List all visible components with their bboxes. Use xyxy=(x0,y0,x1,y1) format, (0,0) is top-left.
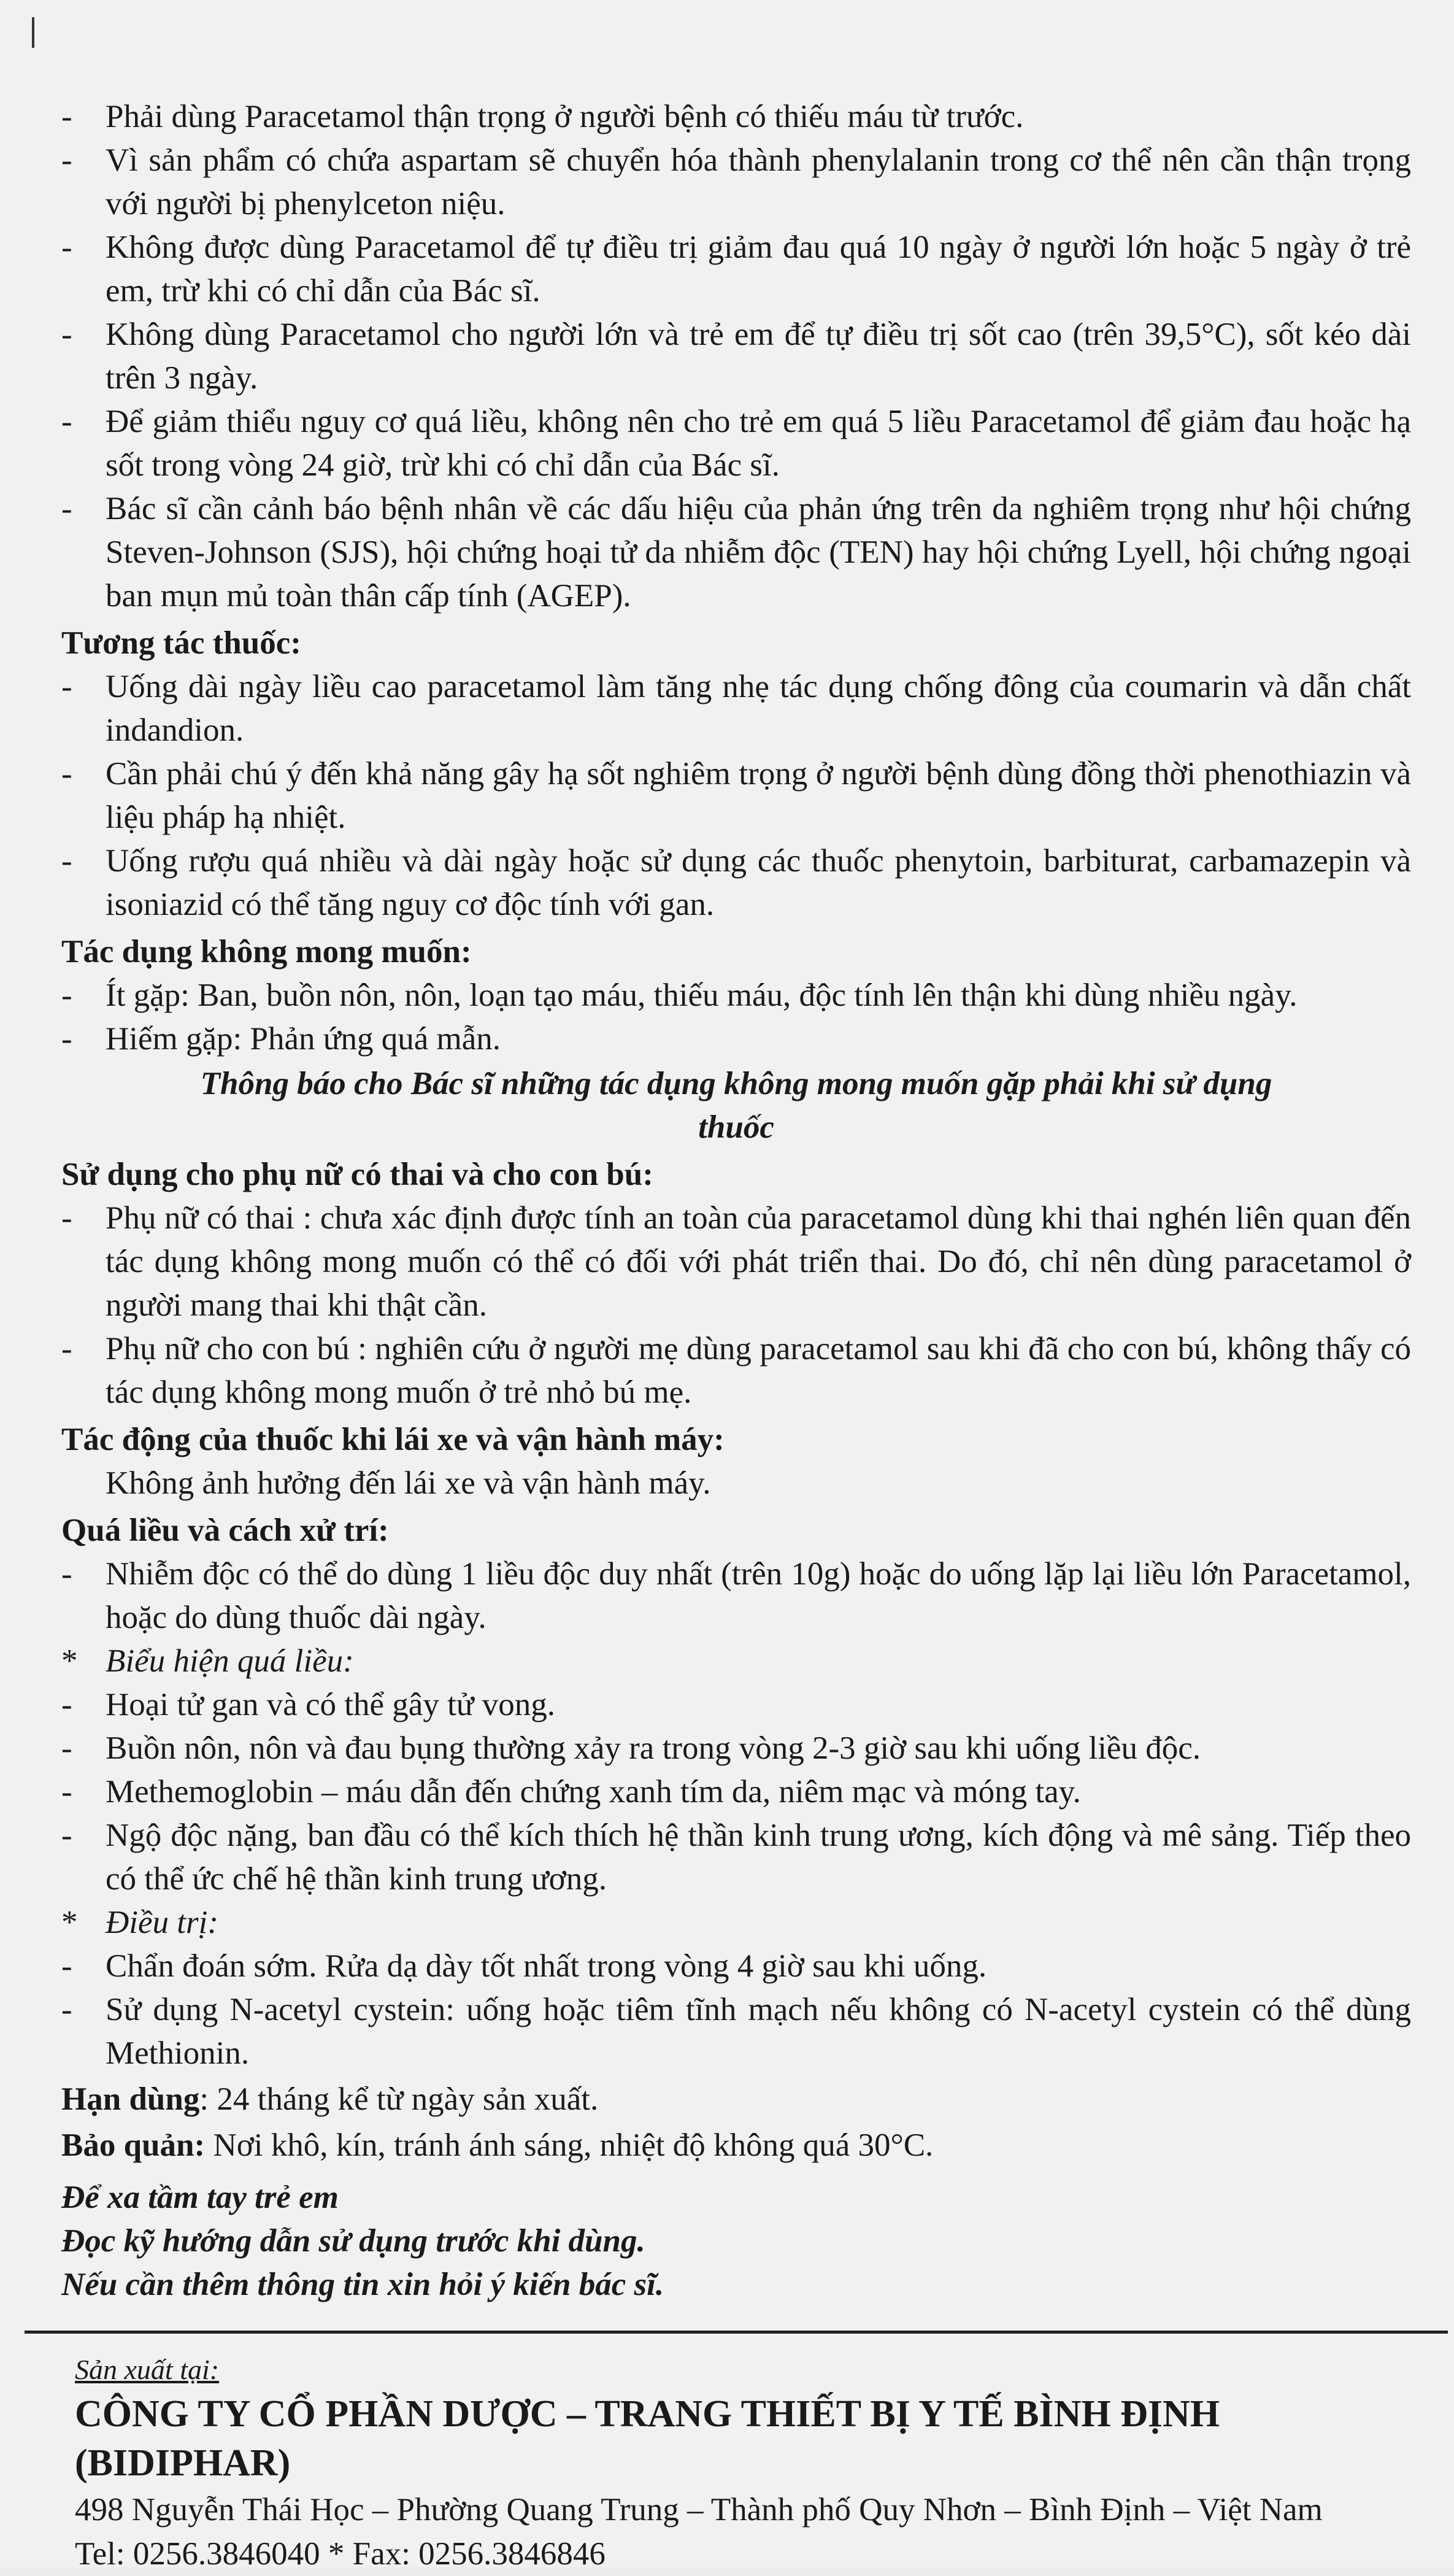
manufacturer-address: 498 Nguyễn Thái Học – Phường Quang Trung – Thành phố Quy Nhơn – Bình Định – Việt Nam xyxy=(75,2492,1323,2528)
shelf-life-text: : 24 tháng kể từ ngày sản xuất. xyxy=(199,2081,599,2117)
side-effects-list xyxy=(61,974,1411,1061)
overdose-symptoms-list xyxy=(61,1683,1411,1901)
shelf-life xyxy=(61,2078,1411,2121)
manufacturer-block xyxy=(75,2350,1425,2576)
list-item: - Buồn nôn, nôn và đau bụng thường xảy ra trong vòng 2-3 giờ sau khi uống liều độc. xyxy=(61,1730,1201,1766)
manufacturer-contact: Tel: 0256.3846040 * Fax: 0256.3846846 xyxy=(75,2536,606,2572)
side-effects-heading: Tác dụng không mong muốn: xyxy=(61,934,472,970)
list-item: - Phải dùng Paracetamol thận trọng ở người bệnh có thiếu máu từ trước. xyxy=(61,99,1024,134)
driving-text: Không ảnh hưởng đến lái xe và vận hành máy. xyxy=(106,1465,711,1501)
side-effects-notice: Thông báo cho Bác sĩ những tác dụng không mong muốn gặp phải khi sử dụng thuốc xyxy=(200,1066,1272,1145)
list-item: - Hoại tử gan và có thể gây tử vong. xyxy=(61,1687,556,1722)
interactions-heading: Tương tác thuốc: xyxy=(61,625,301,661)
list-item: - Phụ nữ có thai : chưa xác định được tính an toàn của paracetamol dùng khi thai nghén liên quan đến tác dụng không mong muốn có thể có đối với phát triển thai. Do đó, chỉ nên dùng paracetamol ở người mang thai khi thật cần. xyxy=(61,1200,1411,1323)
leaflet-body xyxy=(61,95,1411,2307)
manufacturer-name: CÔNG TY CỔ PHẦN DƯỢC – TRANG THIẾT BỊ Y TẾ BÌNH ĐỊNH (BIDIPHAR) xyxy=(75,2393,1220,2484)
list-item: - Sử dụng N-acetyl cystein: uống hoặc tiêm tĩnh mạch nếu không có N-acetyl cystein có thể dùng Methionin. xyxy=(61,1992,1411,2071)
advice-block xyxy=(61,2176,1411,2307)
overdose-treatment-label: * Điều trị: xyxy=(61,1905,218,1940)
pregnancy-list xyxy=(61,1197,1411,1414)
advice-line: Nếu cần thêm thông tin xin hỏi ý kiến bác sĩ. xyxy=(61,2267,664,2302)
interactions-list xyxy=(61,665,1411,927)
list-item: - Ít gặp: Ban, buồn nôn, nôn, loạn tạo máu, thiếu máu, độc tính lên thận khi dùng nhiều ngày. xyxy=(61,978,1298,1013)
list-item: - Không được dùng Paracetamol để tự điều trị giảm đau quá 10 ngày ở người lớn hoặc 5 ngày ở trẻ em, trừ khi có chỉ dẫn của Bác sĩ. xyxy=(61,229,1411,309)
manufacturer-label: Sản xuất tại: xyxy=(75,2354,220,2385)
overdose-symptoms-label: * Biểu hiện quá liều: xyxy=(61,1643,354,1679)
list-item: - Phụ nữ cho con bú : nghiên cứu ở người mẹ dùng paracetamol sau khi đã cho con bú, không thấy có tác dụng không mong muốn ở trẻ nhỏ bú mẹ. xyxy=(61,1331,1411,1410)
list-item: - Không dùng Paracetamol cho người lớn và trẻ em để tự điều trị sốt cao (trên 39,5°C), sốt kéo dài trên 3 ngày. xyxy=(61,317,1411,396)
storage-text: Nơi khô, kín, tránh ánh sáng, nhiệt độ không quá 30°C. xyxy=(205,2127,934,2163)
advice-line: Để xa tầm tay trẻ em xyxy=(61,2180,339,2215)
footer-divider xyxy=(25,2331,1448,2334)
storage xyxy=(61,2124,1411,2167)
overdose-intro: - Nhiễm độc có thể do dùng 1 liều độc duy nhất (trên 10g) hoặc do uống lặp lại liều lớn Paracetamol, hoặc do dùng thuốc dài ngày. xyxy=(61,1556,1411,1635)
pregnancy-heading: Sử dụng cho phụ nữ có thai và cho con bú: xyxy=(61,1157,653,1192)
list-item: - Uống rượu quá nhiều và dài ngày hoặc sử dụng các thuốc phenytoin, barbiturat, carbamazepin và isoniazid có thể tăng nguy cơ độc tính với gan. xyxy=(61,843,1411,922)
storage-label: Bảo quản: xyxy=(61,2127,206,2163)
list-item: - Ngộ độc nặng, ban đầu có thể kích thích hệ thần kinh trung ương, kích động và mê sảng. Tiếp theo có thể ức chế hệ thần kinh trung ương. xyxy=(61,1818,1411,1897)
list-item: - Chẩn đoán sớm. Rửa dạ dày tốt nhất trong vòng 4 giờ sau khi uống. xyxy=(61,1948,987,1984)
advice-line: Đọc kỹ hướng dẫn sử dụng trước khi dùng. xyxy=(61,2223,645,2259)
overdose-treatment-list xyxy=(61,1945,1411,2075)
scan-edge-mark xyxy=(32,17,34,48)
overdose-heading: Quá liều và cách xử trí: xyxy=(61,1513,389,1548)
list-item: - Hiếm gặp: Phản ứng quá mẫn. xyxy=(61,1021,501,1057)
list-item: - Uống dài ngày liều cao paracetamol làm tăng nhẹ tác dụng chống đông của coumarin và dẫn chất indandion. xyxy=(61,669,1411,748)
warnings-list xyxy=(61,95,1411,618)
list-item: - Methemoglobin – máu dẫn đến chứng xanh tím da, niêm mạc và móng tay. xyxy=(61,1774,1081,1810)
list-item: - Cần phải chú ý đến khả năng gây hạ sốt nghiêm trọng ở người bệnh dùng đồng thời phenothiazin và liệu pháp hạ nhiệt. xyxy=(61,756,1411,835)
list-item: - Vì sản phẩm có chứa aspartam sẽ chuyển hóa thành phenylalanin trong cơ thể nên cần thận trọng với người bị phenylceton niệu. xyxy=(61,142,1411,222)
list-item: - Để giảm thiểu nguy cơ quá liều, không nên cho trẻ em quá 5 liều Paracetamol để giảm đau hoặc hạ sốt trong vòng 24 giờ, trừ khi có chỉ dẫn của Bác sĩ. xyxy=(61,404,1411,483)
list-item: - Bác sĩ cần cảnh báo bệnh nhân về các dấu hiệu của phản ứng trên da nghiêm trọng như hội chứng Steven-Johnson (SJS), hội chứng hoại tử da nhiễm độc (TEN) hay hội chứng Lyell, hội chứng ngoại ban mụn mủ toàn thân cấp tính (AGEP). xyxy=(61,491,1411,614)
shelf-life-label: Hạn dùng xyxy=(61,2081,200,2117)
driving-heading: Tác động của thuốc khi lái xe và vận hành máy: xyxy=(61,1422,725,1457)
